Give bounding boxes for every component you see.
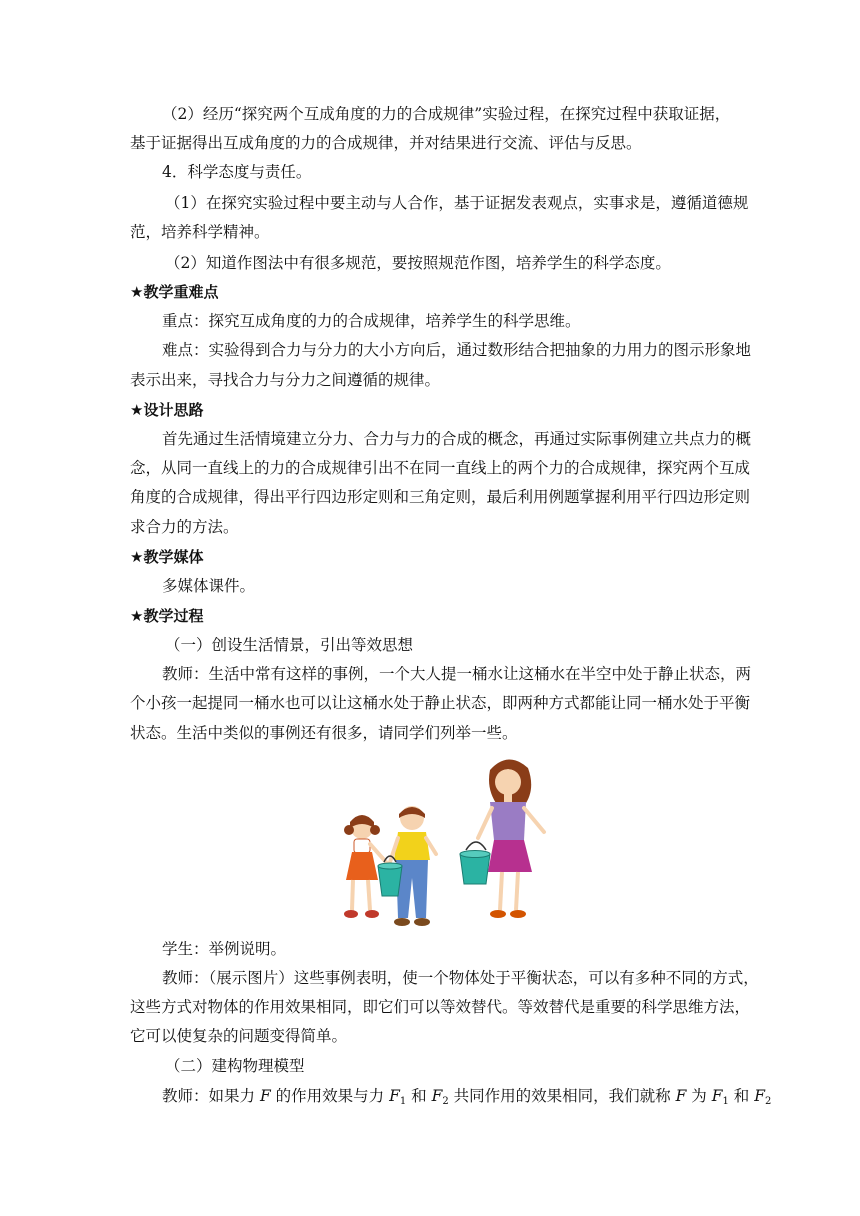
variable-F: F — [431, 1087, 443, 1105]
text-line: 范，培养科学精神。 — [130, 223, 270, 241]
text-line: 多媒体课件。 — [162, 577, 256, 595]
variable-F: F — [675, 1087, 687, 1105]
section-heading-key-points: ★教学重难点 — [130, 283, 219, 301]
subscript: 1 — [722, 1096, 729, 1107]
text-fragment: 和 — [728, 1087, 755, 1105]
variable-F: F — [389, 1087, 400, 1105]
people-carrying-buckets-illustration — [340, 750, 555, 932]
text-line: 表示出来，寻找合力与分力之间遵循的规律。 — [130, 371, 441, 389]
text-line: 求合力的方法。 — [130, 518, 239, 536]
woman-figure — [478, 759, 544, 918]
text-line: 它可以使复杂的问题变得简单。 — [130, 1027, 348, 1045]
variable-F: F — [754, 1087, 765, 1105]
text-line: 教师：生活中常有这样的事例，一个大人提一桶水让这桶水在半空中处于静止状态，两 — [162, 665, 752, 683]
text-line: 状态。生活中类似的事例还有很多，请同学们列举一些。 — [130, 724, 518, 742]
variable-F: F — [711, 1087, 723, 1105]
text-line: 重点：探究互成角度的力的合成规律，培养学生的科学思维。 — [162, 312, 581, 330]
section-heading-media: ★教学媒体 — [130, 548, 204, 566]
text-fragment: 和 — [406, 1087, 432, 1105]
section-heading-process: ★教学过程 — [130, 607, 204, 625]
text-line: 基于证据得出互成角度的力的合成规律，并对结果进行交流、评估与反思。 — [130, 134, 642, 152]
text-line: 首先通过生活情境建立分力、合力与力的合成的概念，再通过实际事例建立共点力的概 — [162, 430, 752, 448]
text-line: （二）建构物理模型 — [165, 1057, 305, 1075]
text-line: 念，从同一直线上的力的合成规律引出不在同一直线上的两个力的合成规律，探究两个互成 — [130, 459, 751, 477]
text-fragment: 共同作用的效果相同，我们就称 — [448, 1087, 676, 1105]
text-line: 4．科学态度与责任。 — [162, 163, 312, 181]
bucket-woman — [460, 842, 490, 884]
text-line: （1）在探究实验过程中要主动与人合作，基于证据发表观点，实事求是，遵循道德规 — [165, 194, 749, 212]
text-line: 个小孩一起提同一桶水也可以让这桶水处于静止状态，即两种方式都能让同一桶水处于平衡 — [130, 694, 751, 712]
text-fragment: 为 — [686, 1087, 712, 1105]
text-fragment: 的作用效果与力 — [270, 1087, 390, 1105]
subscript: 2 — [442, 1096, 449, 1107]
text-line: 教师：（展示图片）这些事例表明，使一个物体处于平衡状态，可以有多种不同的方式， — [162, 969, 759, 987]
text-line: 这些方式对物体的作用效果相同，即它们可以等效替代。等效替代是重要的科学思维方法， — [130, 998, 751, 1016]
text-line: 难点：实验得到合力与分力的大小方向后，通过数形结合把抽象的力用力的图示形象地 — [162, 341, 752, 359]
text-line-formula — [0, 1086, 860, 1112]
text-line: 角度的合成规律，得出平行四边形定则和三角定则，最后利用例题掌握利用平行四边形定则 — [130, 488, 751, 506]
subscript: 1 — [399, 1096, 407, 1107]
text-line: （2）知道作图法中有很多规范，要按照规范作图，培养学生的科学态度。 — [165, 254, 671, 272]
text-line: 学生：举例说明。 — [162, 940, 287, 958]
variable-F: F — [259, 1087, 271, 1105]
text-line: （一）创设生活情景，引出等效思想 — [165, 636, 414, 654]
text-line: （2）经历“探究两个互成角度的力的合成规律”实验过程，在探究过程中获取证据， — [162, 105, 731, 123]
section-heading-design: ★设计思路 — [130, 401, 204, 419]
text-fragment: 教师：如果力 — [162, 1087, 260, 1105]
subscript: 2 — [764, 1096, 772, 1107]
